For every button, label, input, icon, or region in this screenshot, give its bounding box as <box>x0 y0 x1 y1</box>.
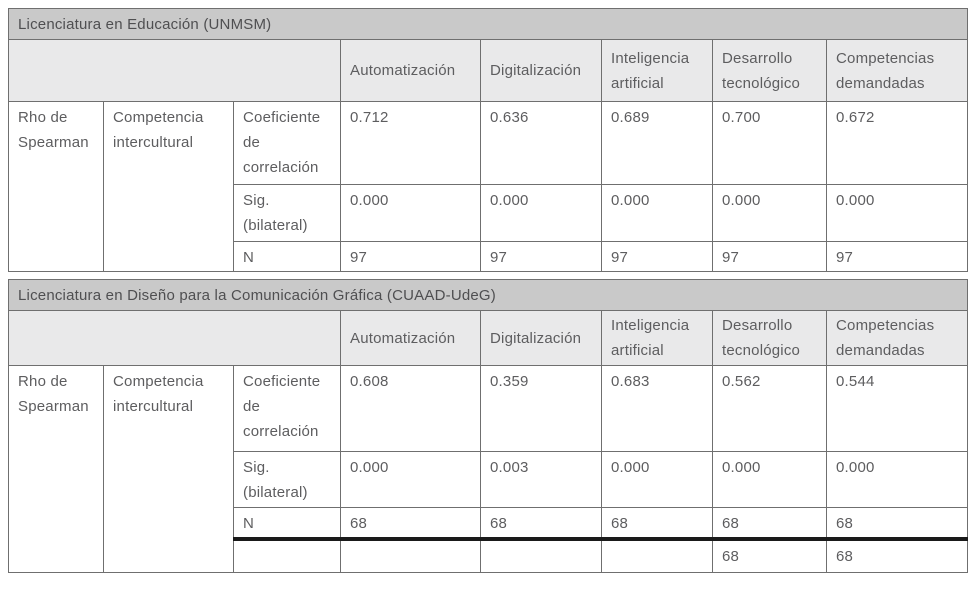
n-value-automatizacion: 68 <box>341 508 481 540</box>
row-label-sig: Sig. (bilateral) <box>234 452 341 508</box>
coefficient-row <box>9 102 968 185</box>
column-header-automatizacion: Automatización <box>341 311 481 366</box>
sig-value-competencias: 0.000 <box>827 185 968 242</box>
coef-value-desarrollo: 0.700 <box>713 102 827 185</box>
correlation-table-cuaad-udeg <box>8 279 968 573</box>
coef-value-inteligencia: 0.689 <box>602 102 713 185</box>
coef-value-competencias: 0.544 <box>827 366 968 452</box>
coefficient-row <box>9 366 968 452</box>
stat-name-cell: Rho de Spearman <box>9 102 104 272</box>
n-value-desarrollo: 97 <box>713 242 827 272</box>
extra-value-competencias: 68 <box>827 539 968 572</box>
n-value-inteligencia: 68 <box>602 508 713 540</box>
header-blank-cell <box>9 40 341 102</box>
table-title-cuaad-udeg: Licenciatura en Diseño para la Comunicación Gráfica (CUAAD-UdeG) <box>9 280 968 311</box>
title-row <box>9 9 968 40</box>
extra-row-label-cell <box>234 539 341 572</box>
coef-value-inteligencia: 0.683 <box>602 366 713 452</box>
stat-name-cell: Rho de Spearman <box>9 366 104 573</box>
n-value-inteligencia: 97 <box>602 242 713 272</box>
n-value-digitalizacion: 68 <box>481 508 602 540</box>
coef-value-competencias: 0.672 <box>827 102 968 185</box>
row-label-coeficiente: Coeficiente de correlación <box>234 102 341 185</box>
column-header-competencias-demandadas: Competencias demandadas <box>827 40 968 102</box>
sig-value-automatizacion: 0.000 <box>341 452 481 508</box>
column-header-row <box>9 311 968 366</box>
extra-value-automatizacion <box>341 539 481 572</box>
extra-value-digitalizacion <box>481 539 602 572</box>
n-value-automatizacion: 97 <box>341 242 481 272</box>
column-header-automatizacion: Automatización <box>341 40 481 102</box>
column-header-digitalizacion: Digitalización <box>481 311 602 366</box>
sig-value-digitalizacion: 0.003 <box>481 452 602 508</box>
variable-name-cell: Competencia intercultural <box>104 366 234 573</box>
sig-value-inteligencia: 0.000 <box>602 452 713 508</box>
n-value-competencias: 68 <box>827 508 968 540</box>
n-value-desarrollo: 68 <box>713 508 827 540</box>
n-value-competencias: 97 <box>827 242 968 272</box>
row-label-n: N <box>234 242 341 272</box>
coef-value-desarrollo: 0.562 <box>713 366 827 452</box>
column-header-inteligencia-artificial: Inteligencia artificial <box>602 311 713 366</box>
column-header-row <box>9 40 968 102</box>
sig-value-inteligencia: 0.000 <box>602 185 713 242</box>
column-header-competencias-demandadas: Competencias demandadas <box>827 311 968 366</box>
column-header-desarrollo-tecnologico: Desarrollo tecnológico <box>713 311 827 366</box>
row-label-coeficiente: Coeficiente de correlación <box>234 366 341 452</box>
extra-value-desarrollo: 68 <box>713 539 827 572</box>
correlation-table-unmsm <box>8 8 968 272</box>
sig-value-competencias: 0.000 <box>827 452 968 508</box>
title-row <box>9 280 968 311</box>
sig-value-desarrollo: 0.000 <box>713 452 827 508</box>
coef-value-digitalizacion: 0.359 <box>481 366 602 452</box>
sig-value-digitalizacion: 0.000 <box>481 185 602 242</box>
coef-value-digitalizacion: 0.636 <box>481 102 602 185</box>
column-header-desarrollo-tecnologico: Desarrollo tecnológico <box>713 40 827 102</box>
variable-name-cell: Competencia intercultural <box>104 102 234 272</box>
sig-value-desarrollo: 0.000 <box>713 185 827 242</box>
row-label-sig: Sig. (bilateral) <box>234 185 341 242</box>
header-blank-cell <box>9 311 341 366</box>
row-label-n: N <box>234 508 341 540</box>
coef-value-automatizacion: 0.712 <box>341 102 481 185</box>
n-value-digitalizacion: 97 <box>481 242 602 272</box>
extra-value-inteligencia <box>602 539 713 572</box>
column-header-digitalizacion: Digitalización <box>481 40 602 102</box>
table-title-unmsm: Licenciatura en Educación (UNMSM) <box>9 9 968 40</box>
sig-value-automatizacion: 0.000 <box>341 185 481 242</box>
coef-value-automatizacion: 0.608 <box>341 366 481 452</box>
column-header-inteligencia-artificial: Inteligencia artificial <box>602 40 713 102</box>
